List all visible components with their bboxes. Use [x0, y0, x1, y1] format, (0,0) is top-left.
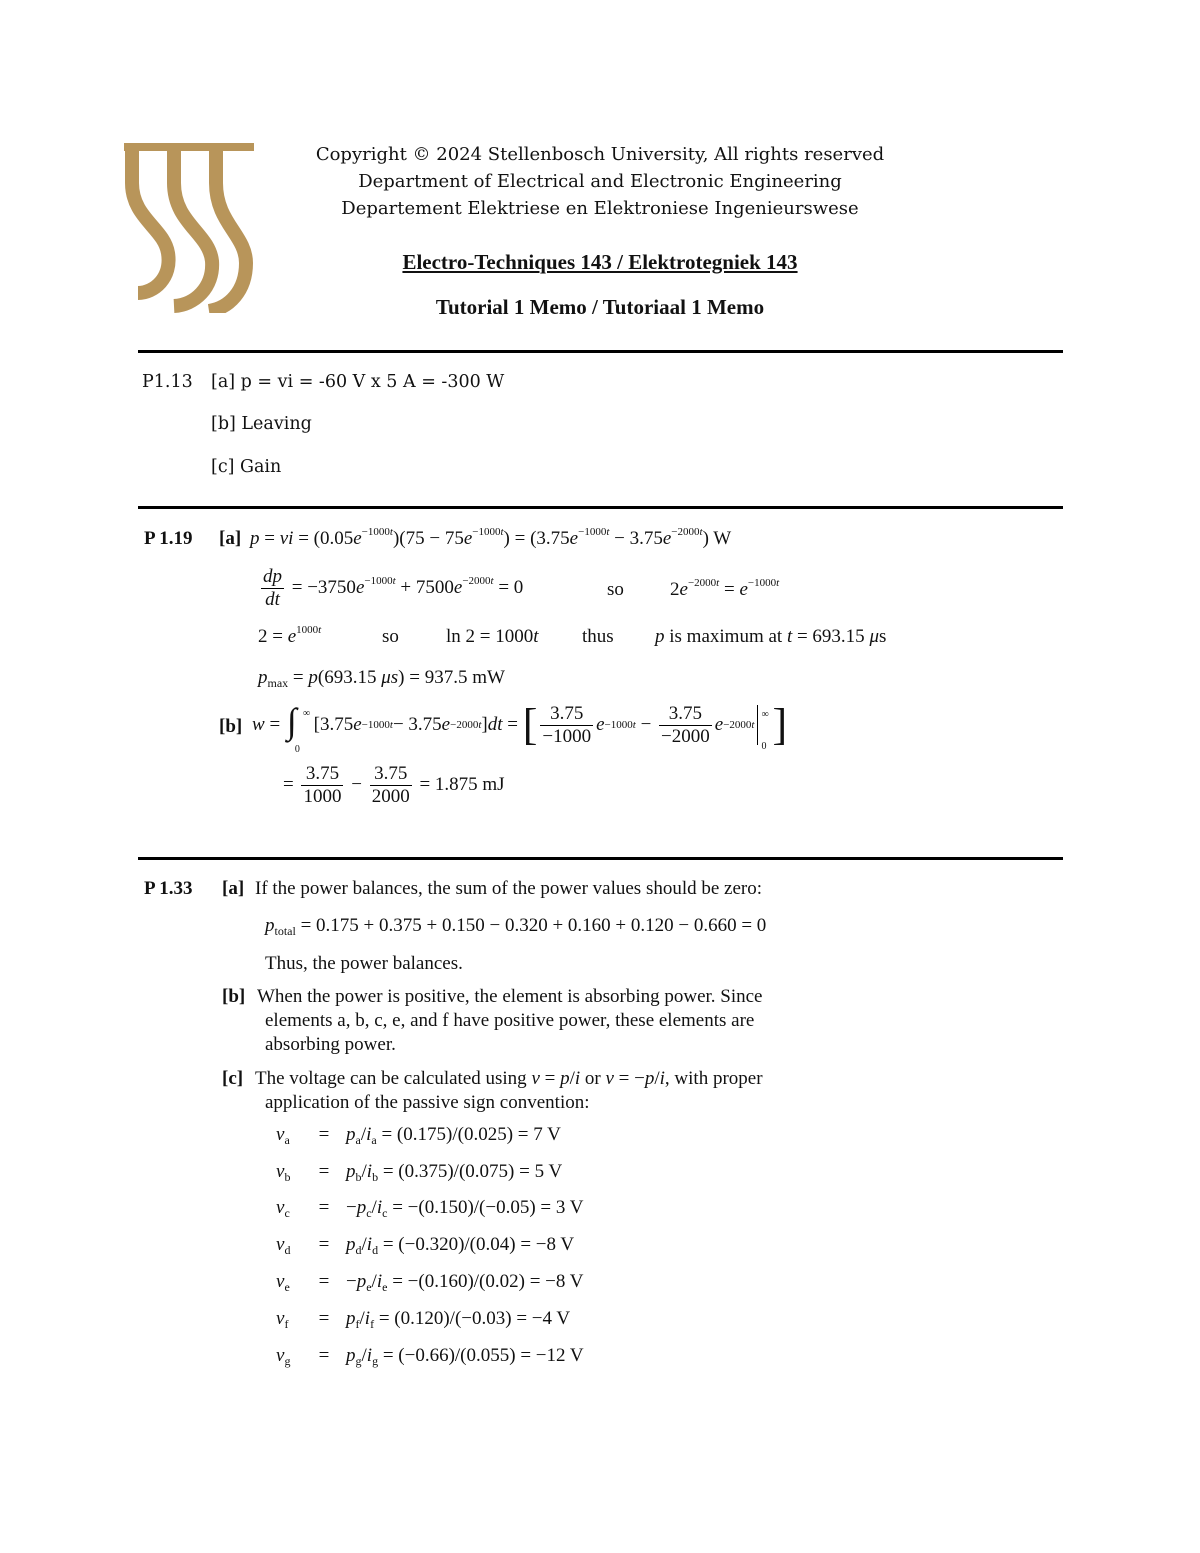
- evaluation-bar: ∞ 0: [757, 705, 772, 745]
- fraction-3.75-over-1000: $\frac{3.75}{1000}$: [303, 762, 342, 807]
- divider-3: [138, 857, 1063, 860]
- p119-energy-integral: w = ∫ ∞ 0 [3.75 e −1000t − 3.75 e −2000t ] dt = [ $\frac{3.75}{-1000}$ e −1000t − $\frac{3.75}{-2000}$ e −2000t ∞ 0 ]: [252, 700, 788, 755]
- p119-derivative-result: $2e^{-2000t} = e^{-1000t}$: [670, 577, 780, 600]
- department-english: Department of Electrical and Electronic Engineering: [358, 171, 842, 192]
- problem-label-p113: P1.13: [142, 372, 193, 392]
- p119-ln-equation: ln 2 = 1000t: [446, 626, 539, 647]
- voltage-row-a: $v_a = p_a/i_a = (0.175)/(0.025) = 7$ V: [276, 1124, 561, 1147]
- voltage-row-e: $v_e = -p_e/i_e = -(0.160)/(0.02) = -8$ V: [276, 1271, 584, 1294]
- voltage-row-b: $v_b = p_b/i_b = (0.375)/(0.075) = 5$ V: [276, 1161, 563, 1184]
- p113-part-a: [a] p = vi = -60 V x 5 A = -300 W: [211, 372, 505, 392]
- p119-max-time: p is maximum at t = 693.15 μs: [655, 626, 887, 647]
- p119-thus: thus: [582, 626, 614, 647]
- fraction-3.75-over-2000: $\frac{3.75}{2000}$: [371, 762, 410, 807]
- problem-label-p119: P 1.19: [144, 528, 193, 549]
- header-block: [300, 141, 900, 222]
- p133-part-a-text: If the power balances, the sum of the power values should be zero:: [255, 878, 763, 899]
- p119-energy-result: = $\frac{3.75}{1000}$ − $\frac{3.75}{2000}$ = 1.875 mJ: [283, 762, 505, 807]
- p133-ptotal-equation: $p_{total} = 0.175 + 0.375 + 0.150 - 0.320 + 0.160 + 0.120 - 0.660 = 0$: [265, 915, 767, 938]
- divider-1: [138, 350, 1063, 353]
- p119-power-equation: p = vi = $(0.05e^{-1000t})(75 - 75e^{-1000t}) = (3.75e^{-1000t} - 3.75e^{-2000t})$ W: [250, 526, 732, 549]
- p119-pmax: $p_{max} = p(693.15$ μs) = 937.5 mW: [258, 667, 505, 690]
- p133-part-a-conclusion: Thus, the power balances.: [265, 953, 463, 974]
- tutorial-title: Tutorial 1 Memo / Tutoriaal 1 Memo: [435, 295, 765, 319]
- p133-part-b-line3: absorbing power.: [265, 1034, 396, 1055]
- p119-part-b-tag: [b]: [219, 716, 243, 737]
- p133-part-a-tag: [a]: [222, 878, 245, 899]
- course-title: Electro-Techniques 143 / Elektrotegniek 143: [402, 250, 798, 274]
- voltage-row-c: $v_c = -p_c/i_c = -(0.150)/(-0.05) = 3$ V: [276, 1197, 584, 1220]
- p133-part-c-line2: application of the passive sign convention:: [265, 1092, 590, 1113]
- p133-part-c-tag: [c]: [222, 1068, 244, 1089]
- p119-so-1: so: [607, 579, 624, 600]
- dp-dt-fraction: $\frac{dp}{dt}$: [263, 566, 282, 610]
- voltage-row-f: $v_f = p_f/i_f = (0.120)/(-0.03) = -4$ V: [276, 1308, 571, 1331]
- voltage-row-d: $v_d = p_d/i_d = (-0.320)/(0.04) = -8$ V: [276, 1234, 575, 1257]
- p113-part-c: [c] Gain: [211, 457, 282, 477]
- p113-part-b: [b] Leaving: [211, 414, 312, 434]
- fraction-3.75-over-neg1000: $\frac{3.75}{-1000}$: [542, 702, 592, 747]
- stellenbosch-logo: [124, 143, 254, 313]
- fraction-3.75-over-neg2000: $\frac{3.75}{-2000}$: [661, 702, 710, 747]
- problem-label-p133: P 1.33: [144, 878, 193, 899]
- p133-part-c-line1: The voltage can be calculated using v = p/i or v = −p/i, with proper: [255, 1068, 763, 1089]
- p133-part-b-tag: [b]: [222, 986, 246, 1007]
- department-afrikaans: Departement Elektriese en Elektroniese Ingenieurswese: [341, 198, 859, 219]
- p119-exp-equation: $2 = e^{1000t}$: [258, 624, 322, 647]
- p119-derivative-equation: $\frac{dp}{dt}$ = $-3750e^{-1000t} + 7500e^{-2000t} = 0$: [263, 566, 524, 610]
- p119-part-a-tag: [a]: [219, 528, 242, 549]
- voltage-row-g: $v_g = p_g/i_g = (-0.66)/(0.055) = -12$ V: [276, 1345, 584, 1368]
- divider-2: [138, 506, 1063, 509]
- copyright-line: Copyright © 2024 Stellenbosch University, All rights reserved: [315, 144, 885, 165]
- p133-part-b-line2: elements a, b, c, e, and f have positive power, these elements are: [265, 1010, 755, 1031]
- p133-part-b-line1: When the power is positive, the element is absorbing power. Since: [257, 986, 763, 1007]
- integral-sign: ∫ ∞ 0: [286, 701, 311, 755]
- p119-so-2: so: [382, 626, 399, 647]
